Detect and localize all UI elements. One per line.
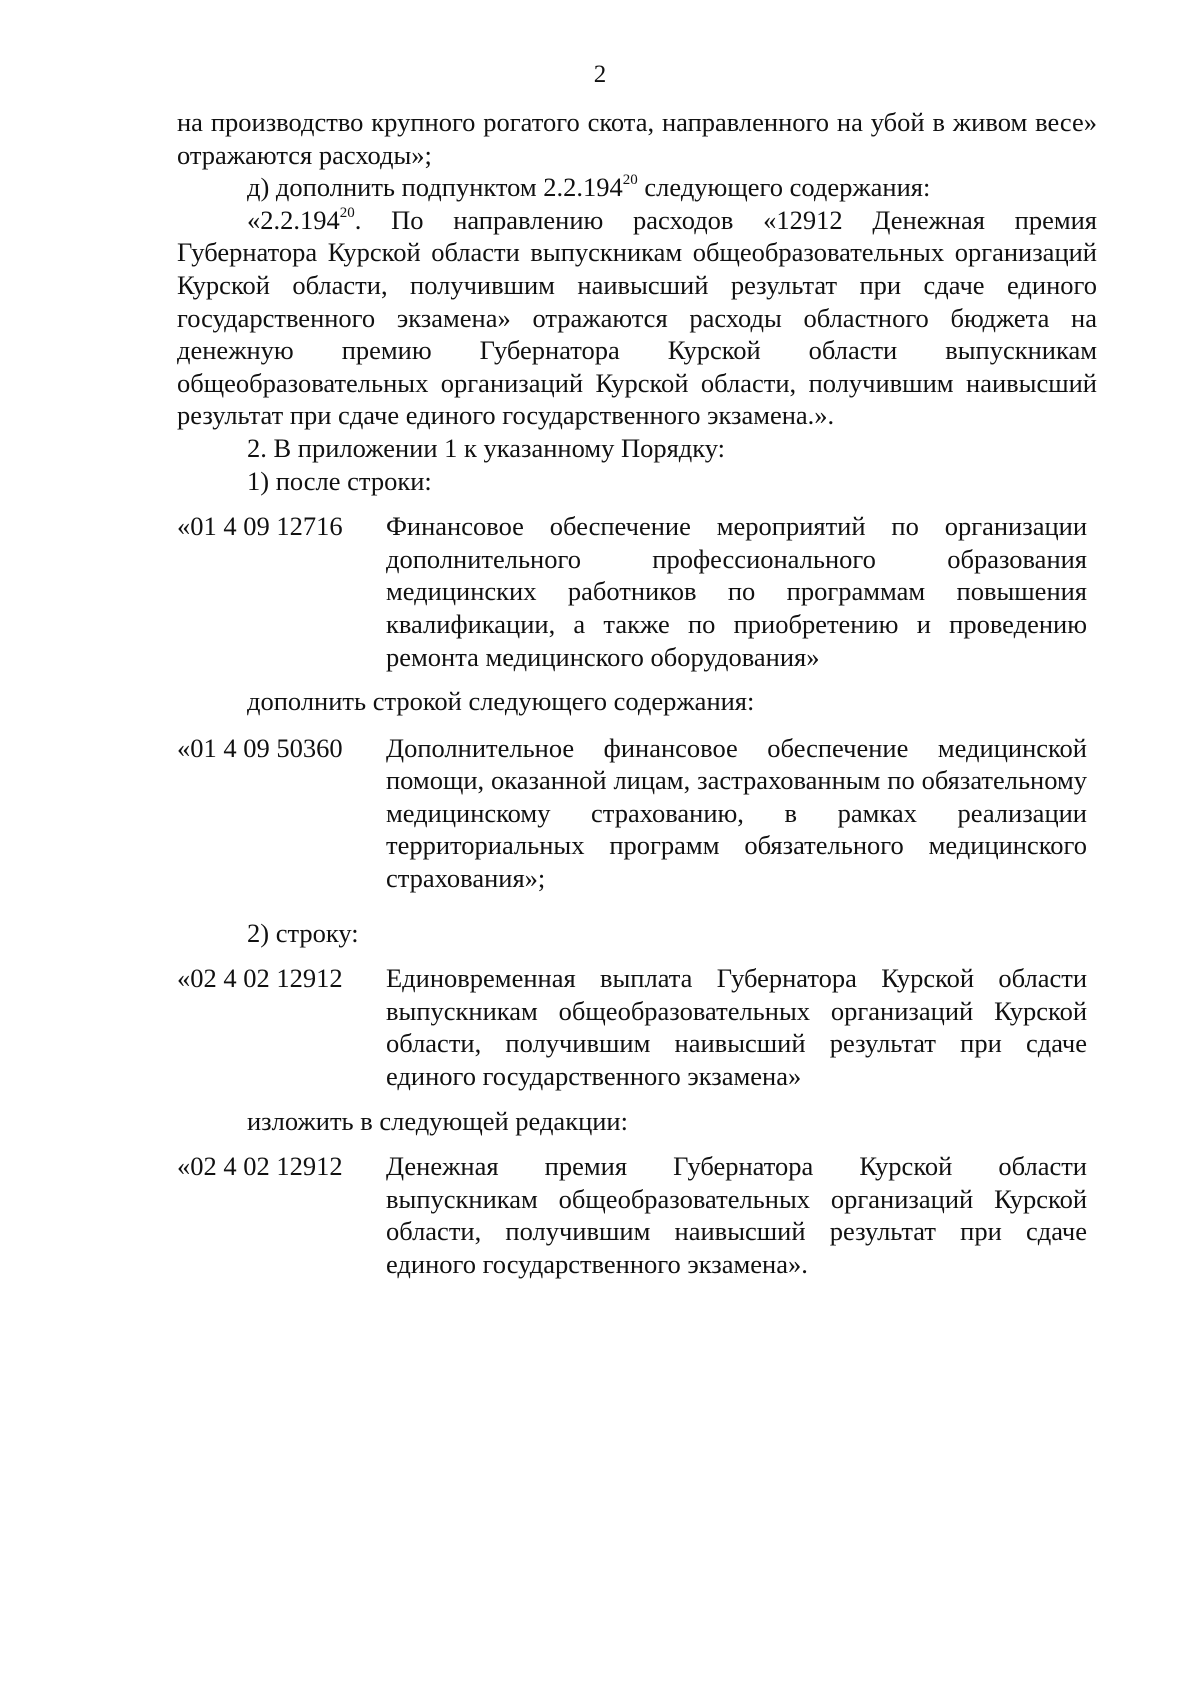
- entry-text: Денежная премия Губернатора Курской области выпускникам общеобразовательных организаций Курской области, получившим наивысший результат при сдаче единого государственного экзамена».: [386, 1151, 1087, 1279]
- entry-text: Дополнительное финансовое обеспечение медицинской помощи, оказанной лицам, застрахованным по обязательному медицинскому страхованию, в рамках реализации территориальных программ обязательного медицинского страхования»;: [386, 732, 1087, 894]
- paragraph-text: «2.2.194: [247, 204, 340, 235]
- paragraph-continuation: на производство крупного рогатого скота, направленного на убой в живом весе» отражаются расходы»;: [177, 107, 1097, 170]
- paragraph-item-1: 1) после строки:: [247, 465, 432, 496]
- code-entry: [177, 962, 1097, 1092]
- paragraph-edit-row: изложить в следующей редакции:: [247, 1105, 628, 1136]
- entry-code: «02 4 02 12912: [177, 1151, 343, 1182]
- entry-code: «01 4 09 50360: [177, 732, 343, 763]
- entry-code: «01 4 09 12716: [177, 511, 343, 542]
- paragraph-amendment-d: [177, 171, 1097, 204]
- entry-code: «02 4 02 12912: [177, 963, 343, 994]
- paragraph-text: следующего содержания:: [637, 172, 931, 203]
- code-entry: [177, 1150, 1097, 1280]
- paragraph-appendix: 2. В приложении 1 к указанному Порядку:: [247, 432, 726, 463]
- entry-text: Единовременная выплата Губернатора Курской области выпускникам общеобразовательных организаций Курской области, получившим наивысший результат при сдаче единого государственного экзамена»: [386, 963, 1087, 1092]
- paragraph-add-row: дополнить строкой следующего содержания:: [247, 686, 755, 717]
- page-number: 2: [593, 61, 607, 88]
- paragraph-subpoint-text: [177, 204, 1097, 432]
- code-entry: [177, 732, 1097, 895]
- paragraph-text: . По направлению расходов «12912 Денежная премия Губернатора Курской области выпускникам общеобразовательных организаций Курской области, получившим наивысший результат при сдаче единого государственного экзамена» отражаются расходы областного бюджета на денежную премию Губернатора Курской области выпускникам общеобразовательных организаций Курской области, получившим наивысший результат при сдаче единого государственного экзамена.».: [177, 204, 1097, 431]
- paragraph-text: д) дополнить подпунктом 2.2.194: [247, 172, 623, 203]
- entry-text: Финансовое обеспечение мероприятий по организации дополнительного профессионального образования медицинских работников по программам повышения квалификации, а также по приобретению и проведению ремонта медицинского оборудования»: [386, 511, 1087, 672]
- paragraph-item-2: 2) строку:: [247, 917, 359, 948]
- superscript: 20: [622, 172, 638, 189]
- code-entry: [177, 510, 1097, 673]
- superscript: 20: [339, 204, 355, 221]
- document-body: [177, 106, 1097, 1281]
